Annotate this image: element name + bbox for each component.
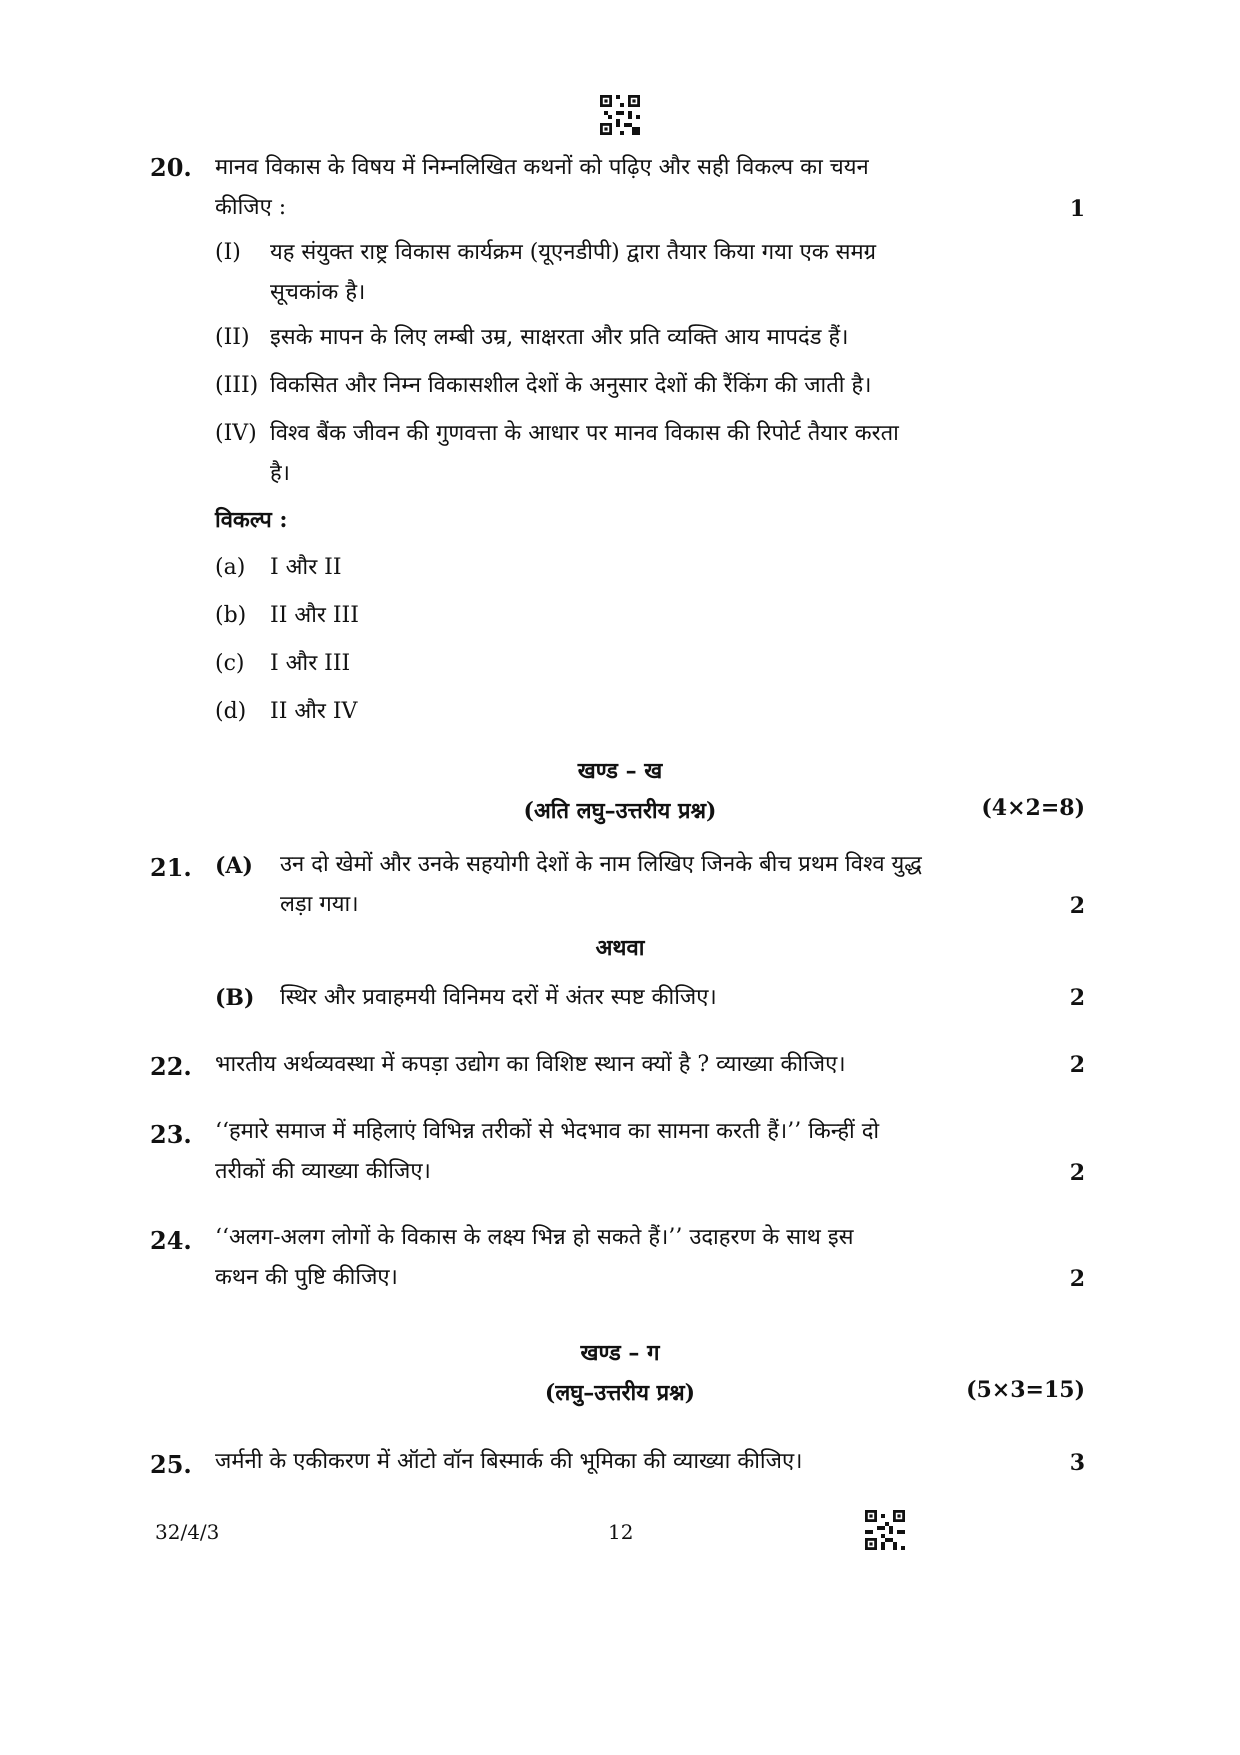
option-label: (c) <box>215 651 245 676</box>
question-number: 24. <box>150 1226 192 1255</box>
section-title: खण्ड – ग <box>580 1340 660 1366</box>
statement-text: विकसित और निम्न विकासशील देशों के अनुसार देशों की रैंकिंग की जाती है। <box>270 373 872 398</box>
marks: 2 <box>1069 1160 1085 1186</box>
question-number: 21. <box>150 853 192 882</box>
options-heading: विकल्प : <box>215 507 288 533</box>
question-text: ‘‘हमारे समाज में महिलाएं विभिन्न तरीकों से भेदभाव का सामना करती हैं।’’ किन्हीं दो <box>215 1119 880 1144</box>
marks: 2 <box>1069 893 1085 919</box>
question-text: कीजिए : <box>215 195 287 220</box>
question-text: ‘‘अलग-अलग लोगों के विकास के लक्ष्य भिन्न हो सकते हैं।’’ उदाहरण के साथ इस <box>215 1225 854 1250</box>
statement-label: (II) <box>215 325 250 350</box>
statement-text: इसके मापन के लिए लम्बी उम्र, साक्षरता और प्रति व्यक्ति आय मापदंड हैं। <box>270 325 849 350</box>
question-text: स्थिर और प्रवाहमयी विनिमय दरों में अंतर स्पष्ट कीजिए। <box>280 985 717 1010</box>
marks: 3 <box>1069 1450 1085 1476</box>
option-text: I और II <box>270 555 342 580</box>
section-marks: (5×3=15) <box>966 1377 1085 1403</box>
page-number: 12 <box>608 1520 634 1544</box>
option-text: II और IV <box>270 699 358 724</box>
option-text: I और III <box>270 651 351 676</box>
question-text: जर्मनी के एकीकरण में ऑटो वॉन बिस्मार्क की भूमिका की व्याख्या कीजिए। <box>215 1449 803 1474</box>
question-text: मानव विकास के विषय में निम्नलिखित कथनों को पढ़िए और सही विकल्प का चयन <box>215 155 869 180</box>
question-text: उन दो खेमों और उनके सहयोगी देशों के नाम लिखिए जिनके बीच प्रथम विश्व युद्ध <box>280 852 922 877</box>
section-marks: (4×2=8) <box>981 795 1085 821</box>
option-label: (b) <box>215 603 247 628</box>
question-number: 25. <box>150 1450 192 1479</box>
statement-text: विश्व बैंक जीवन की गुणवत्ता के आधार पर मानव विकास की रिपोर्ट तैयार करता <box>270 421 899 446</box>
option-label: (a) <box>215 555 246 580</box>
option-label: (d) <box>215 699 247 724</box>
paper-code: 32/4/3 <box>155 1520 220 1544</box>
marks: 2 <box>1069 985 1085 1011</box>
qr-code-icon <box>600 95 640 135</box>
statement-label: (I) <box>215 240 241 265</box>
section-title: खण्ड – ख <box>577 758 663 784</box>
section-subtitle: (अति लघु–उत्तरीय प्रश्न) <box>523 798 717 824</box>
marks: 2 <box>1069 1266 1085 1292</box>
question-number: 20. <box>150 153 192 182</box>
question-number: 23. <box>150 1120 192 1149</box>
question-number: 22. <box>150 1052 192 1081</box>
part-label: (B) <box>215 985 255 1011</box>
section-subtitle: (लघु–उत्तरीय प्रश्न) <box>544 1380 696 1406</box>
statement-label: (III) <box>215 373 259 398</box>
marks: 1 <box>1069 196 1085 222</box>
question-text: कथन की पुष्टि कीजिए। <box>215 1265 398 1290</box>
or-label: अथवा <box>595 935 645 961</box>
marks: 2 <box>1069 1052 1085 1078</box>
part-label: (A) <box>215 853 253 879</box>
statement-text: है। <box>270 461 291 486</box>
question-text: भारतीय अर्थव्यवस्था में कपड़ा उद्योग का विशिष्ट स्थान क्यों है ? व्याख्या कीजिए। <box>215 1052 846 1077</box>
option-text: II और III <box>270 603 359 628</box>
qr-code-icon <box>865 1510 905 1550</box>
question-text: लड़ा गया। <box>280 892 359 917</box>
question-text: तरीकों की व्याख्या कीजिए। <box>215 1159 431 1184</box>
statement-text: सूचकांक है। <box>270 280 366 305</box>
statement-label: (IV) <box>215 421 257 446</box>
statement-text: यह संयुक्त राष्ट्र विकास कार्यक्रम (यूएनडीपी) द्वारा तैयार किया गया एक समग्र <box>270 240 877 265</box>
